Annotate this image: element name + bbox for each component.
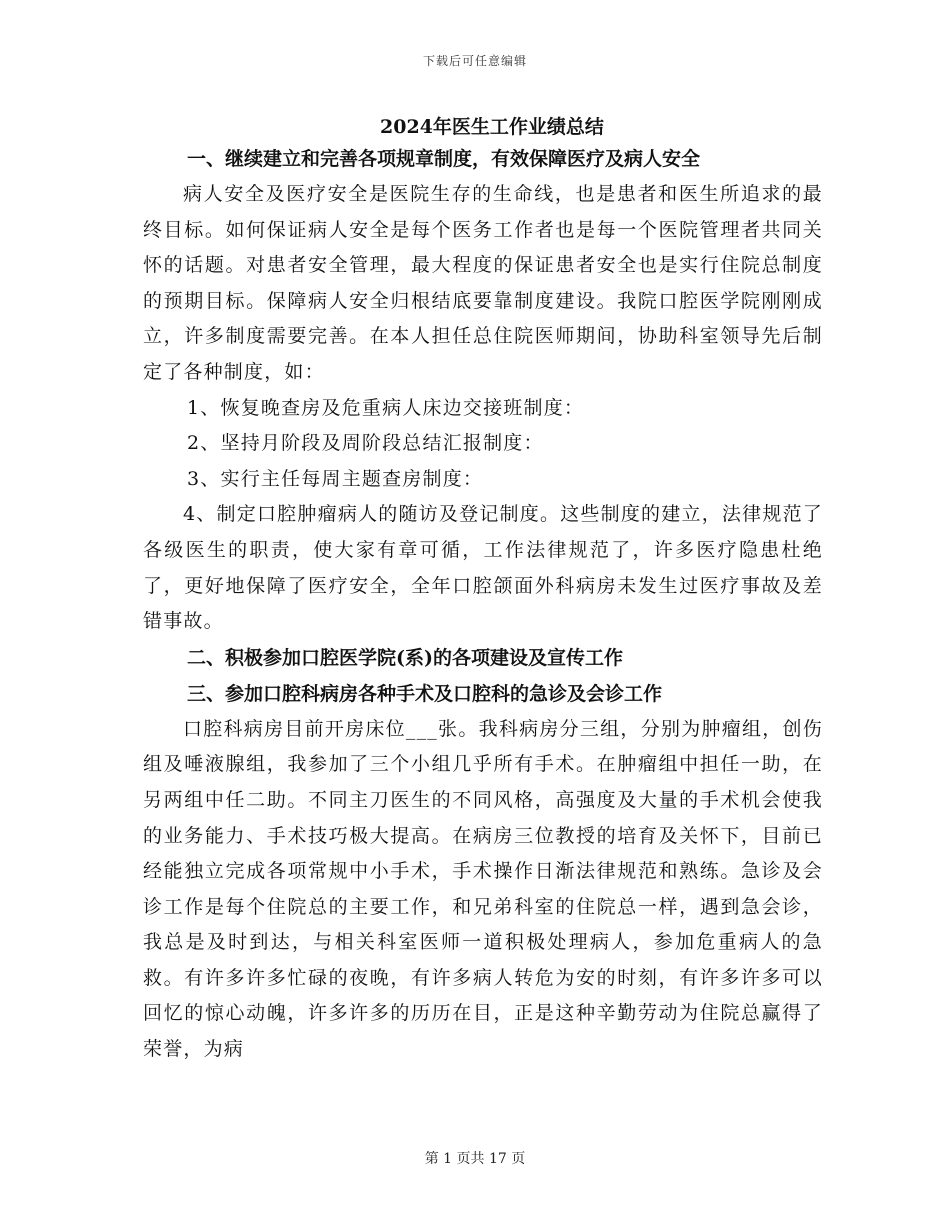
list-item: 1、恢复晚查房及危重病人床边交接班制度：	[187, 396, 585, 419]
list-item: 2、坚持月阶段及周阶段总结汇报制度：	[187, 432, 544, 455]
section-1-heading: 一、继续建立和完善各项规章制度，有效保障医疗及病人安全	[187, 148, 701, 170]
header-note: 下载后可任意编辑	[422, 54, 527, 68]
document-title: 2024年医生工作业绩总结	[380, 116, 604, 138]
document-body	[143, 113, 823, 1068]
page-number: 第 1 页共 17 页	[424, 1151, 526, 1167]
list-item: 3、实行主任每周主题查房制度：	[187, 467, 484, 490]
section-1-paragraph-2: 4、制定口腔肿瘤病人的随访及登记制度。这些制度的建立，法律规范了各级医生的职责，使大家有章可循，工作法律规范了，许多医疗隐患杜绝了，更好地保障了医疗安全，全年口腔颌面外科病房未发生过医疗事故及差错事故。	[143, 503, 823, 633]
section-2-heading: 二、积极参加口腔医学院(系)的各项建设及宣传工作	[187, 646, 623, 669]
section-3-paragraph-1: 口腔科病房目前开房床位___张。我科病房分三组，分别为肿瘤组，创伤组及唾液腺组，我参加了三个小组几乎所有手术。在肿瘤组中担任一助，在另两组中任二助。不同主刀医生的不同风格，高强度及大量的手术机会使我的业务能力、手术技巧极大提高。在病房三位教授的培育及关怀下，目前已经能独立完成各项常规中小手术，手术操作日渐法律规范和熟练。急诊及会诊工作是每个住院总的主要工作，和兄弟科室的住院总一样，遇到急会诊，我总是及时到达，与相关科室医师一道积极处理病人，参加危重病人的急救。有许多许多忙碌的夜晚，有许多病人转危为安的时刻，有许多许多可以回忆的惊心动魄，许多许多的历历在目，正是这种辛勤劳动为住院总赢得了荣誉，为病	[143, 717, 823, 1061]
section-3-heading: 三、参加口腔科病房各种手术及口腔科的急诊及会诊工作	[187, 682, 663, 705]
section-1-paragraph-1: 病人安全及医疗安全是医院生存的生命线，也是患者和医生所追求的最终目标。如何保证病人安全是每个医务工作者也是每一个医院管理者共同关怀的话题。对患者安全管理，最大程度的保证患者安全也是实行住院总制度的预期目标。保障病人安全归根结底要靠制度建设。我院口腔医学院刚刚成立，许多制度需要完善。在本人担任总住院医师期间，协助科室领导先后制定了各种制度，如：	[143, 183, 823, 383]
